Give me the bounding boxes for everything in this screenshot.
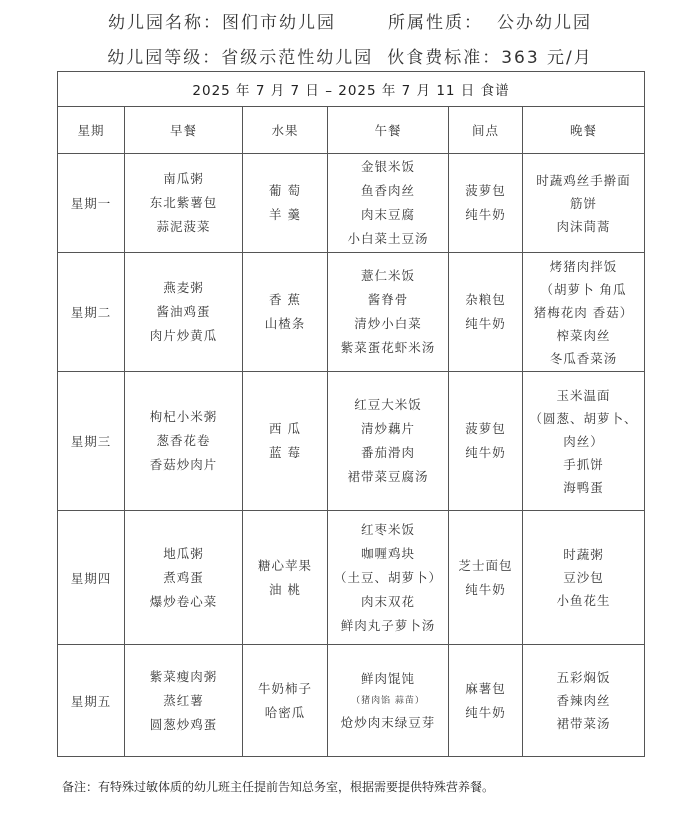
dinner-items [523, 384, 644, 499]
column-header-breakfast: 早餐 [125, 107, 243, 154]
menu-item: 海鸭蛋 [563, 479, 604, 495]
day-cell: 星期一 [58, 154, 125, 253]
lunch-items [328, 667, 448, 735]
menu-item: （胡萝卜 角瓜 [540, 281, 627, 297]
fruit-items [243, 554, 327, 602]
breakfast-cell [125, 154, 243, 253]
menu-item: 西 瓜 [269, 421, 301, 436]
menu-row [58, 645, 645, 757]
lunch-items [328, 393, 448, 489]
menu-item: 时蔬鸡丝手擀面 [536, 172, 631, 188]
menu-item: 蓝 莓 [269, 445, 301, 460]
menu-item: 鲜肉丸子萝卜汤 [340, 617, 436, 633]
menu-item: 鱼香肉丝 [360, 183, 415, 198]
fruit-items [243, 288, 327, 336]
menu-item: 纯牛奶 [465, 207, 506, 222]
menu-item: 糖心苹果 [257, 557, 312, 573]
lunch-cell [328, 372, 449, 511]
menu-item: 东北紫薯包 [149, 195, 218, 210]
day-cell: 星期三 [58, 372, 125, 511]
menu-title: 2025 年 7 月 7 日 – 2025 年 7 月 11 日 食谱 [58, 72, 645, 107]
breakfast-items [125, 665, 242, 737]
menu-item: 玉米温面 [556, 387, 611, 403]
dinner-items [523, 543, 644, 612]
nature-label: 所属性质： [388, 13, 483, 33]
menu-item: 燕麦粥 [163, 280, 204, 295]
breakfast-cell [125, 645, 243, 757]
menu-item: 哈密瓜 [264, 704, 306, 720]
column-header-day: 星期 [58, 107, 125, 154]
lunch-cell [328, 154, 449, 253]
menu-item: 山楂条 [264, 316, 306, 331]
snack-cell [449, 645, 523, 757]
level-label: 幼儿园等级： [107, 48, 222, 68]
menu-item: 猪梅花肉 香菇） [533, 304, 634, 320]
menu-item: 裙带菜豆腐汤 [347, 469, 429, 484]
fruit-cell [243, 154, 328, 253]
snack-items [449, 288, 522, 336]
breakfast-items [125, 405, 242, 477]
menu-item: 时蔬粥 [563, 547, 604, 562]
menu-item: 肉丝） [563, 433, 604, 449]
menu-item: 酱脊骨 [367, 292, 409, 307]
menu-title-row [58, 72, 645, 107]
snack-items [449, 677, 522, 725]
menu-item: 纯牛奶 [465, 704, 506, 720]
menu-row [58, 511, 645, 645]
menu-item: 烤猪肉拌饭 [549, 258, 618, 274]
lunch-items [328, 264, 448, 360]
column-header-row [58, 107, 645, 154]
menu-item: 香 蕉 [269, 292, 301, 307]
menu-item: 肉末双花 [360, 593, 415, 609]
snack-cell [449, 372, 523, 511]
menu-item: 葡 萄 [269, 183, 301, 198]
menu-item: 杂粮包 [465, 292, 506, 307]
menu-item: 纯牛奶 [465, 445, 506, 460]
menu-item: （土豆、胡萝卜） [333, 569, 442, 585]
breakfast-cell [125, 511, 243, 645]
menu-item: 小鱼花生 [556, 593, 611, 608]
menu-item: 菠萝包 [465, 183, 506, 198]
menu-item: 五彩焖饭 [556, 670, 611, 685]
breakfast-items [125, 167, 242, 239]
lunch-items [328, 518, 448, 638]
menu-item: 油 桃 [269, 581, 301, 597]
menu-item: （猪肉馅 蒜苗） [351, 695, 425, 706]
menu-item: 清炒小白菜 [354, 316, 422, 331]
menu-item: 手抓饼 [563, 456, 604, 472]
menu-item: 圆葱炒鸡蛋 [149, 716, 218, 732]
menu-item: 芝士面包 [458, 557, 513, 573]
menu-item: 番茄滑肉 [360, 445, 415, 460]
column-header-dinner: 晚餐 [523, 107, 645, 154]
breakfast-items [125, 542, 242, 614]
menu-item: 肉沫茼蒿 [556, 218, 611, 234]
kindergarten-info-line-1 [0, 8, 700, 33]
menu-item: 蒸红薯 [163, 692, 204, 708]
fruit-items [243, 677, 327, 725]
menu-item: 葱香花卷 [156, 433, 211, 448]
dinner-cell [523, 372, 645, 511]
snack-items [449, 179, 522, 227]
dinner-items [523, 255, 644, 370]
menu-item: 榨菜肉丝 [556, 327, 611, 343]
lunch-cell [328, 645, 449, 757]
menu-item: 香菇炒肉片 [149, 457, 218, 472]
menu-item: 豆沙包 [563, 570, 604, 585]
column-header-fruit: 水果 [243, 107, 328, 154]
day-cell: 星期五 [58, 645, 125, 757]
menu-item: 红豆大米饭 [354, 397, 422, 412]
menu-item: 羊 羹 [269, 207, 301, 222]
breakfast-items [125, 276, 242, 348]
menu-item: 咖喱鸡块 [360, 545, 415, 561]
menu-row [58, 372, 645, 511]
column-header-snack: 间点 [449, 107, 523, 154]
fruit-cell [243, 645, 328, 757]
dinner-items [523, 169, 644, 238]
menu-item: 肉片炒黄瓜 [149, 328, 218, 343]
kindergarten-name-value: 图们市幼儿园 [222, 13, 336, 33]
fee-value: 363 元/月 [501, 48, 593, 68]
menu-item: 筋饼 [570, 195, 598, 211]
dinner-cell [523, 645, 645, 757]
lunch-cell [328, 511, 449, 645]
menu-item: 南瓜粥 [163, 171, 204, 186]
menu-row [58, 154, 645, 253]
day-cell: 星期四 [58, 511, 125, 645]
menu-item: 薏仁米饭 [360, 268, 415, 283]
kindergarten-info-line-2 [0, 43, 700, 68]
menu-item: 纯牛奶 [465, 316, 506, 331]
menu-item: 纯牛奶 [465, 581, 506, 597]
menu-item: 炝炒肉末绿豆芽 [340, 714, 436, 730]
kindergarten-name-label: 幼儿园名称： [108, 13, 222, 33]
menu-item: 煮鸡蛋 [163, 569, 204, 585]
menu-item: 冬瓜香菜汤 [549, 350, 618, 366]
breakfast-cell [125, 372, 243, 511]
dinner-cell [523, 154, 645, 253]
menu-item: 地瓜粥 [163, 545, 204, 561]
menu-item: 鲜肉馄饨 [360, 670, 415, 686]
remark-note: 备注：有特殊过敏体质的幼儿班主任提前告知总务室，根据需要提供特殊营养餐。 [62, 780, 495, 794]
menu-row [58, 253, 645, 372]
menu-item: 红枣米饭 [360, 521, 415, 537]
menu-item: 清炒藕片 [360, 421, 415, 436]
menu-item: 紫菜瘦肉粥 [149, 668, 218, 684]
fruit-cell [243, 372, 328, 511]
breakfast-cell [125, 253, 243, 372]
fee-label: 伙食费标准： [387, 48, 502, 68]
menu-item: 小白菜土豆汤 [347, 231, 429, 246]
fruit-items [243, 179, 327, 227]
menu-item: 蒜泥菠菜 [156, 219, 211, 234]
snack-cell [449, 253, 523, 372]
dinner-cell [523, 511, 645, 645]
fruit-cell [243, 511, 328, 645]
menu-item: 牛奶柿子 [257, 680, 312, 696]
fruit-items [243, 417, 327, 465]
nature-value: 公办幼儿园 [497, 13, 592, 33]
menu-item: 紫菜蛋花虾米汤 [340, 340, 436, 355]
fruit-cell [243, 253, 328, 372]
menu-item: 菠萝包 [465, 421, 506, 436]
lunch-cell [328, 253, 449, 372]
column-header-lunch: 午餐 [328, 107, 449, 154]
menu-item: 爆炒卷心菜 [149, 593, 218, 609]
menu-item: 肉末豆腐 [360, 207, 415, 222]
menu-item: （圆葱、胡萝卜、 [529, 410, 638, 426]
menu-item: 金银米饭 [360, 159, 415, 174]
day-cell: 星期二 [58, 253, 125, 372]
snack-cell [449, 154, 523, 253]
snack-items [449, 554, 522, 602]
level-value: 省级示范性幼儿园 [221, 48, 374, 68]
lunch-items [328, 155, 448, 251]
snack-cell [449, 511, 523, 645]
weekly-menu-table [57, 71, 645, 757]
menu-item: 裙带菜汤 [556, 716, 611, 731]
menu-item: 香辣肉丝 [556, 693, 611, 708]
menu-item: 枸杞小米粥 [149, 409, 218, 424]
snack-items [449, 417, 522, 465]
menu-item: 麻薯包 [465, 680, 506, 696]
menu-item: 酱油鸡蛋 [156, 304, 211, 319]
dinner-cell [523, 253, 645, 372]
dinner-items [523, 666, 644, 735]
